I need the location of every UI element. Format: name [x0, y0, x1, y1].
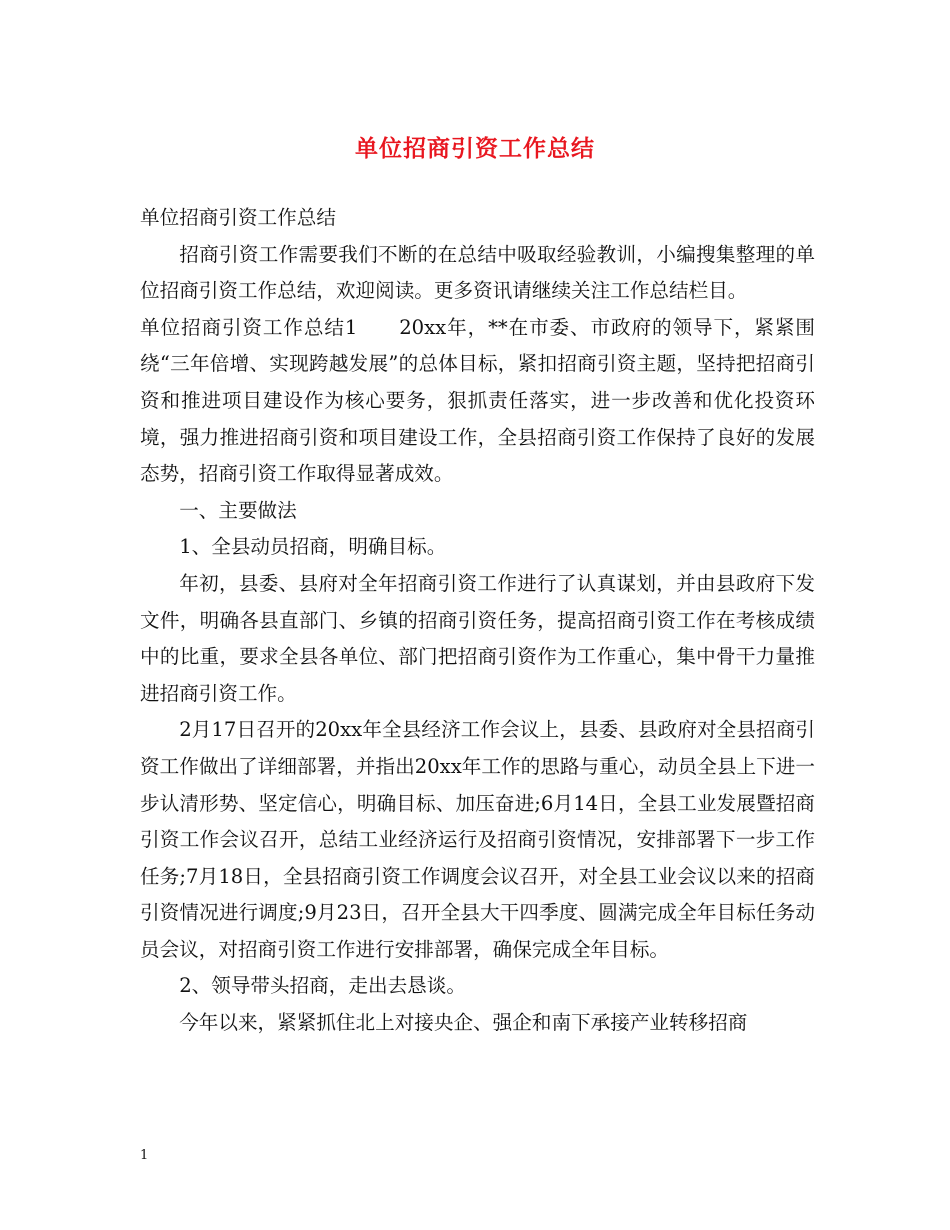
document-title: 单位招商引资工作总结: [355, 136, 595, 162]
paragraph: 单位招商引资工作总结: [140, 206, 336, 229]
paragraph: 今年以来，紧紧抓住北上对接央企、强企和南下承接产业转移招商: [179, 1011, 748, 1035]
paragraph: 单位招商引资工作总结1 20xx年，**在市委、市政府的领导下，紧紧围绕“三年倍增、实现跨越发展”的总体目标，紧扣招商引资主题，坚持把招商引资和推进项目建设作为核心要务，狠抓责任落实，进一步改善和优化投资环境，强力推进招商引资和项目建设工作，全县招商引资工作保持了良好的发展态势，招商引资工作取得显著成效。: [140, 315, 815, 486]
subsection-heading: 1、全县动员招商，明确目标。: [179, 535, 447, 559]
paragraph: 2月17日召开的20xx年全县经济工作会议上，县委、县政府对全县招商引资工作做出了详细部署，并指出20xx年工作的思路与重心，动员全县上下进一步认清形势、坚定信心，明确目标、加压奋进;6月14日，全县工业发展暨招商引资工作会议召开，总结工业经济运行及招商引资情况，安排部署下一步工作任务;7月18日，全县招商引资工作调度会议召开，对全县工业会议以来的招商引资情况进行调度;9月23日，召开全县大干四季度、圆满完成全年目标任务动员会议，对招商引资工作进行安排部署，确保完成全年目标。: [140, 718, 815, 961]
document-body: [140, 200, 815, 1042]
paragraph: 招商引资工作需要我们不断的在总结中吸取经验教训，小编搜集整理的单位招商引资工作总结，欢迎阅读。更多资讯请继续关注工作总结栏目。: [140, 242, 815, 303]
subsection-heading: 2、领导带头招商，走出去恳谈。: [179, 974, 466, 998]
section-heading: 一、主要做法: [179, 498, 297, 522]
paragraph: 年初，县委、县府对全年招商引资工作进行了认真谋划，并由县政府下发文件，明确各县直部门、乡镇的招商引资任务，提高招商引资工作在考核成绩中的比重，要求全县各单位、部门把招商引资作为工作重心，集中骨干力量推进招商引资工作。: [140, 571, 815, 705]
page-number: 1: [140, 1148, 149, 1163]
